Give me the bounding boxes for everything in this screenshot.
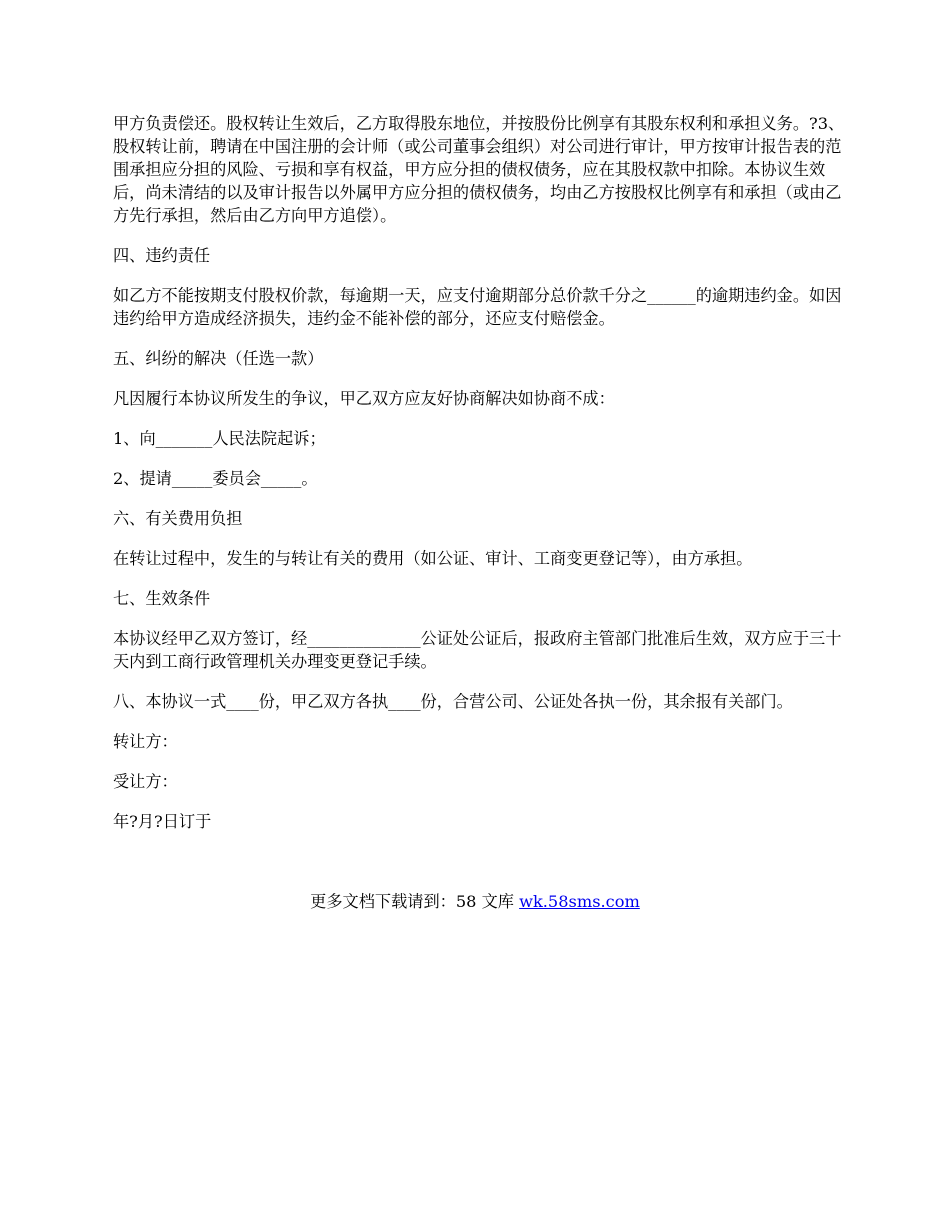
- paragraph-dispute-option-court: 1、向_______人民法院起诉；: [113, 429, 326, 448]
- heading-breach-liability: 四、违约责任: [113, 246, 211, 265]
- heading-fees: 六、有关费用负担: [113, 509, 243, 528]
- paragraph-dispute-option-arbitration: 2、提请_____委员会_____。: [113, 469, 318, 488]
- paragraph-copies: 八、本协议一式____份，甲乙双方各执____份，合营公司、公证处各执一份，其余报有关部门。: [113, 692, 793, 711]
- footer-text: 更多文档下载请到：58 文库: [310, 892, 520, 911]
- signature-transferor: 转让方：: [113, 732, 178, 751]
- paragraph-dispute-intro: 凡因履行本协议所发生的争议，甲乙双方应友好协商解决如协商不成：: [113, 389, 615, 408]
- heading-dispute-resolution: 五、纠纷的解决（任选一款）: [113, 349, 324, 368]
- paragraph-equity-transfer-terms: 甲方负责偿还。股权转让生效后，乙方取得股东地位，并按股份比例享有其股东权利和承担义务。?3、股权转让前，聘请在中国注册的会计师（或公司董事会组织）对公司进行审计，甲方按审计报告表的范围承担应分担的风险、亏损和享有权益，甲方应分担的债权债务，应在其股权款中扣除。本协议生效后，尚未清结的以及审计报告以外属甲方应分担的债权债务，均由乙方按股权比例享有和承担（或由乙方先行承担，然后由乙方向甲方追偿）。: [113, 114, 845, 225]
- paragraph-fees: 在转让过程中，发生的与转让有关的费用（如公证、审计、工商变更登记等），由方承担。: [113, 549, 753, 568]
- footer-link[interactable]: wk.58sms.com: [519, 892, 640, 911]
- paragraph-breach-liability: 如乙方不能按期支付股权价款，每逾期一天，应支付逾期部分总价款千分之______的逾期违约金。如因违约给甲方造成经济损失，违约金不能补偿的部分，还应支付赔偿金。: [113, 286, 842, 328]
- footer: [0, 890, 950, 913]
- heading-effective-conditions: 七、生效条件: [113, 589, 211, 608]
- signature-transferee: 受让方：: [113, 772, 178, 791]
- document-body: [113, 112, 853, 850]
- paragraph-effective-conditions: 本协议经甲乙双方签订，经______________公证处公证后，报政府主管部门批准后生效，双方应于三十天内到工商行政管理机关办理变更登记手续。: [113, 629, 842, 671]
- signature-date: 年?月?日订于: [113, 812, 212, 831]
